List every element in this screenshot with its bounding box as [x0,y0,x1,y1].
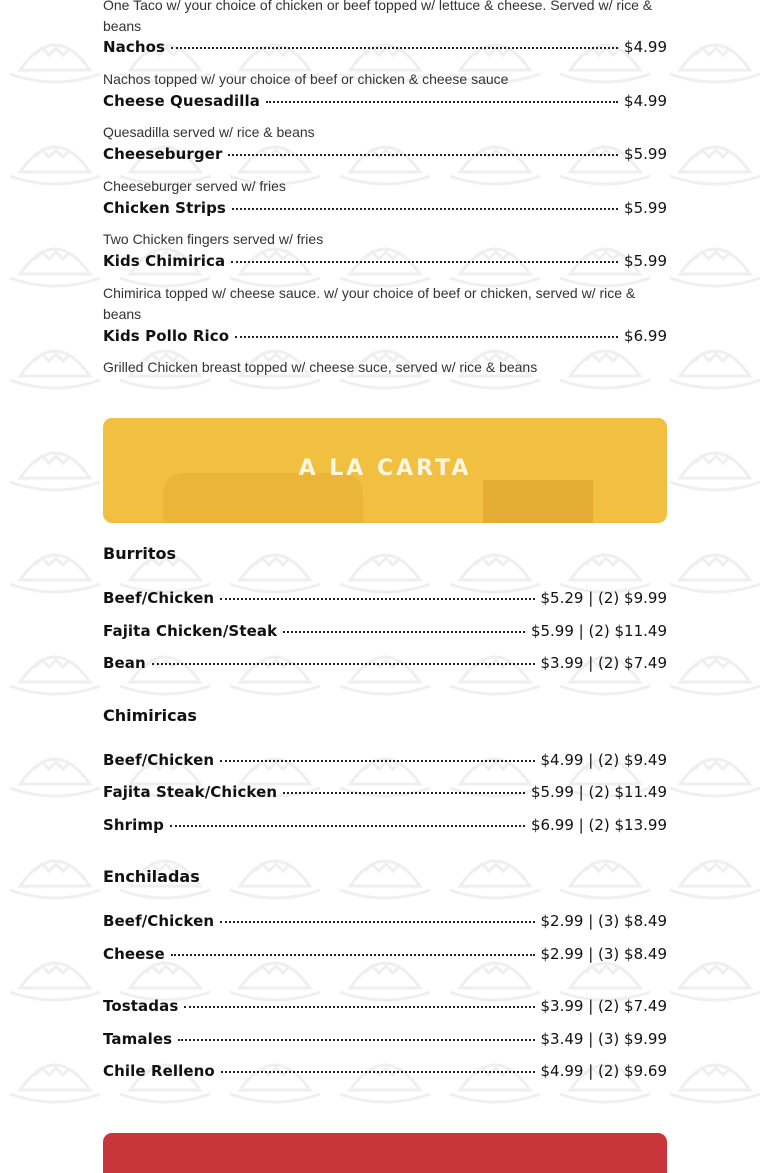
a-la-carta-banner [103,418,667,523]
item-name: Nachos [103,38,166,56]
section-title-enchiladas: Enchiladas [103,867,200,886]
menu-item-enchilada-beef-chicken [103,909,667,933]
item-price: $4.99 [624,92,667,110]
item-name: Beef/Chicken [103,751,215,769]
dot-leader [170,825,525,827]
item-name: Chile Relleno [103,1062,215,1080]
item-price: $5.99 | (2) $11.49 [530,783,667,801]
item-price: $3.49 | (3) $9.99 [540,1030,667,1048]
menu-item-burrito-beef-chicken [103,586,667,610]
dot-leader [266,101,618,103]
item-price: $4.99 | (2) $9.49 [540,751,667,769]
banner-photo-shape [483,480,593,523]
dot-leader [184,1006,534,1008]
item-name: Cheeseburger [103,145,223,163]
item-price: $3.99 | (2) $7.49 [540,654,667,672]
item-description: Quesadilla served w/ rice & beans [103,124,315,140]
menu-item-tostadas [103,994,667,1018]
item-description: One Taco w/ your choice of chicken or beef topped w/ lettuce & cheese. Served w/ rice & beans [103,0,653,34]
dot-leader [220,760,534,762]
item-price: $5.99 | (2) $11.49 [530,622,667,640]
menu-item-burrito-fajita [103,619,667,643]
section-title-chimiricas: Chimiricas [103,706,197,725]
item-name: Kids Chimirica [103,252,226,270]
menu-item-kids-pollo-rico [103,324,667,348]
item-name: Cheese [103,945,165,963]
dot-leader [171,954,535,956]
dot-leader [178,1039,534,1041]
item-name: Tostadas [103,997,179,1015]
item-name: Shrimp [103,816,164,834]
item-price: $3.99 | (2) $7.49 [540,997,667,1015]
dot-leader [232,208,618,210]
dot-leader [220,921,534,923]
menu-item-cheeseburger [103,142,667,166]
menu-item-chimirica-fajita [103,780,667,804]
item-name: Beef/Chicken [103,589,215,607]
section-title-burritos: Burritos [103,544,177,563]
section-banner-title: A LA CARTA [298,456,472,481]
menu-item-burrito-bean [103,651,667,675]
item-description: Nachos topped w/ your choice of beef or chicken & cheese sauce [103,71,509,87]
item-description: Chimirica topped w/ cheese sauce. w/ your choice of beef or chicken, served w/ rice & beans [103,285,636,322]
item-price: $4.99 | (2) $9.69 [540,1062,667,1080]
menu-item-enchilada-cheese [103,942,667,966]
item-description: Cheeseburger served w/ fries [103,178,286,194]
item-description: Grilled Chicken breast topped w/ cheese suce, served w/ rice & beans [103,359,538,375]
dot-leader [283,792,525,794]
item-price: $5.99 [624,252,667,270]
menu-item-chimirica-shrimp [103,813,667,837]
next-section-banner [103,1133,667,1173]
item-price: $2.99 | (3) $8.49 [540,945,667,963]
dot-leader [152,663,535,665]
dot-leader [235,336,618,338]
item-description: Two Chicken fingers served w/ fries [103,231,324,247]
item-name: Beef/Chicken [103,912,215,930]
menu-item-chicken-strips [103,196,667,220]
item-price: $4.99 [624,38,667,56]
item-price: $6.99 [624,327,667,345]
dot-leader [171,47,618,49]
item-price: $5.99 [624,199,667,217]
menu-item-chile-relleno [103,1059,667,1083]
menu-item-cheese-quesadilla [103,89,667,113]
item-price: $2.99 | (3) $8.49 [540,912,667,930]
item-name: Bean [103,654,146,672]
menu-item-kids-chimirica [103,249,667,273]
item-name: Kids Pollo Rico [103,327,230,345]
item-name: Fajita Chicken/Steak [103,622,278,640]
item-price: $5.29 | (2) $9.99 [540,589,667,607]
item-name: Fajita Steak/Chicken [103,783,278,801]
dot-leader [221,1071,535,1073]
item-price: $6.99 | (2) $13.99 [530,816,667,834]
dot-leader [220,598,534,600]
menu-item-nachos [103,35,667,59]
item-name: Tamales [103,1030,173,1048]
menu-item-chimirica-beef-chicken [103,748,667,772]
item-price: $5.99 [624,145,667,163]
dot-leader [231,261,618,263]
menu-item-tamales [103,1027,667,1051]
dot-leader [228,154,618,156]
item-name: Cheese Quesadilla [103,92,260,110]
dot-leader [283,631,525,633]
item-name: Chicken Strips [103,199,226,217]
